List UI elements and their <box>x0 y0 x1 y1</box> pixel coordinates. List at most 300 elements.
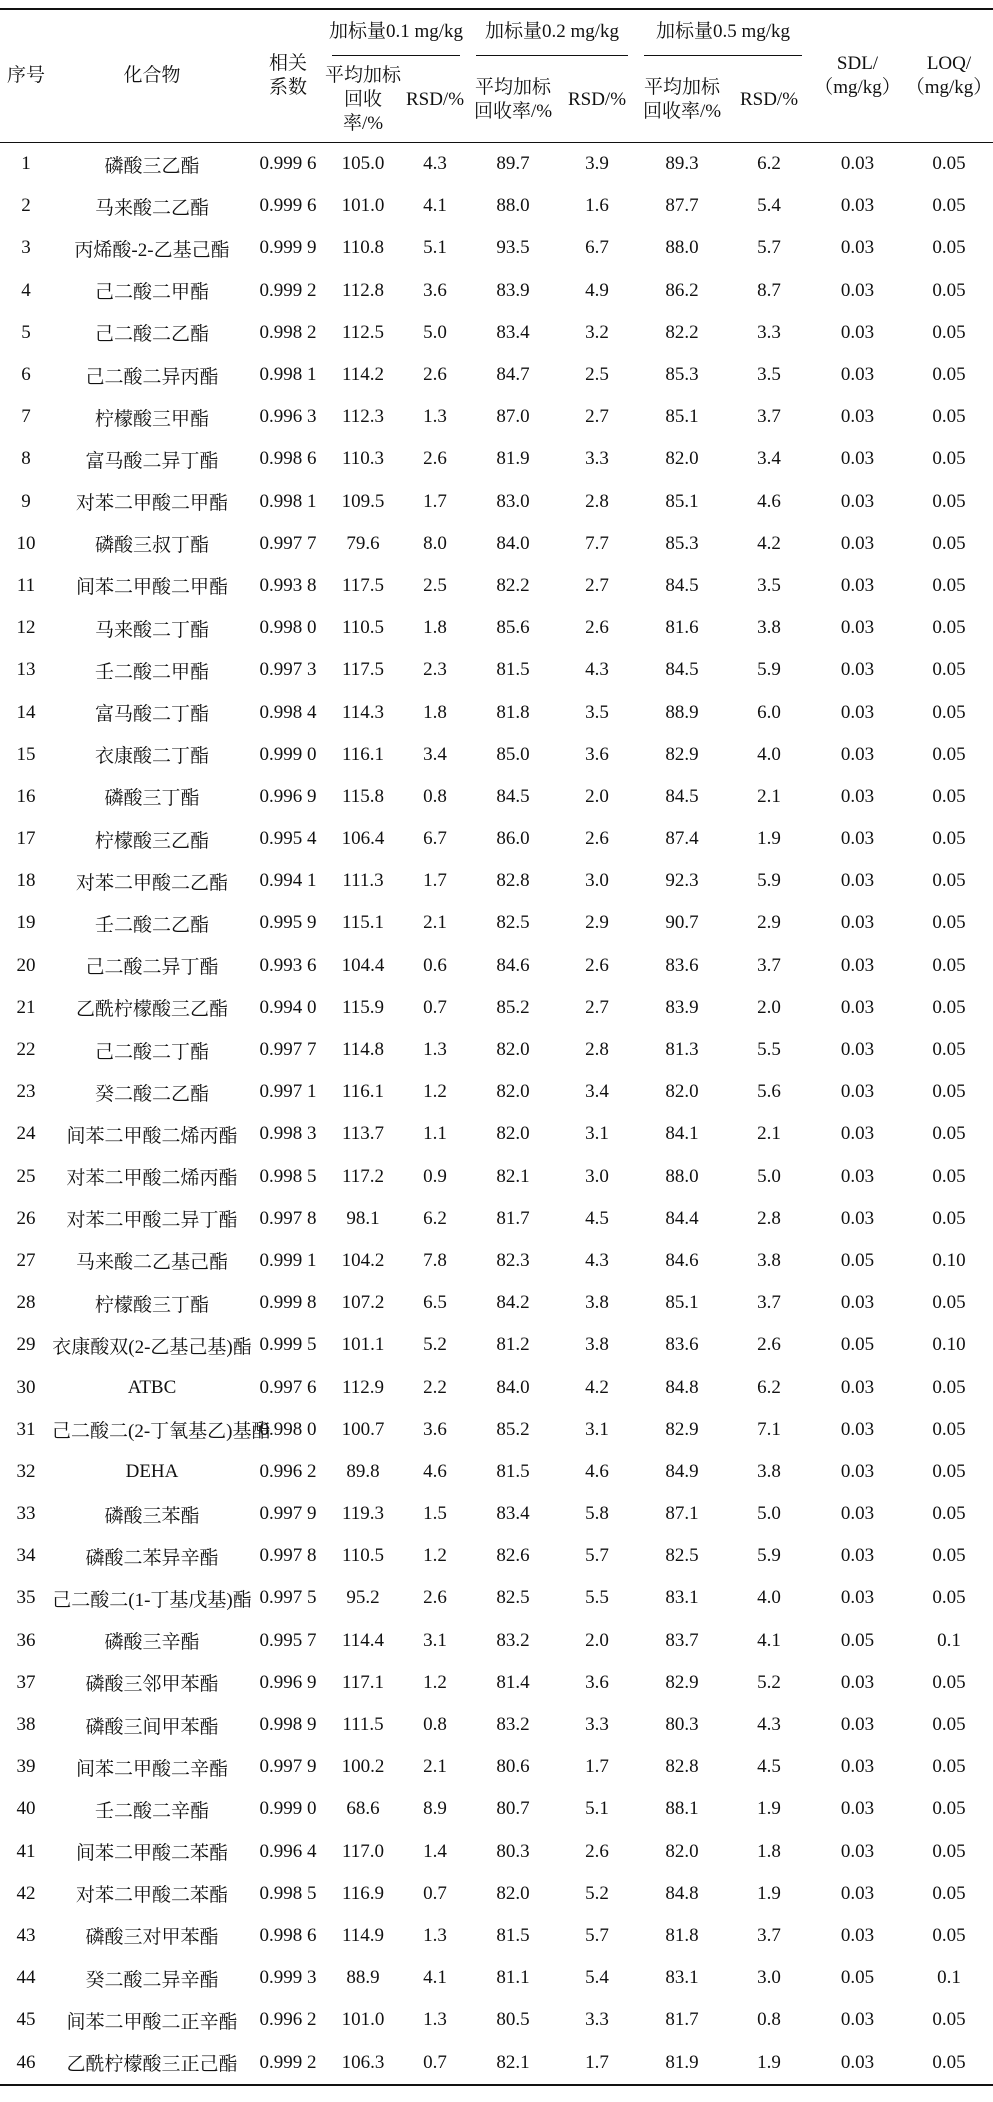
cell-sdl: 0.03 <box>840 1924 875 1946</box>
header-rsd-0-2: RSD/% <box>558 58 636 143</box>
cell-rsd-0-2: 5.7 <box>585 1545 609 1567</box>
cell-rsd-0-1: 5.0 <box>423 321 447 343</box>
cell-compound: 对苯二甲酸二烯丙酯 <box>66 1168 238 1190</box>
cell-rsd-0-2: 3.4 <box>585 1081 609 1103</box>
cell-recovery-0-1: 117.2 <box>341 1165 385 1187</box>
cell-index: 7 <box>21 406 31 428</box>
cell-index: 25 <box>16 1165 36 1187</box>
cell-compound: 磷酸三对甲苯酯 <box>85 1927 219 1949</box>
cell-index: 29 <box>16 1334 36 1356</box>
cell-recovery-0-2: 81.4 <box>496 1671 530 1693</box>
cell-recovery-0-2: 81.2 <box>496 1334 530 1356</box>
cell-recovery-0-5: 84.5 <box>665 785 699 807</box>
cell-sdl: 0.03 <box>840 1292 875 1314</box>
cell-loq: 0.05 <box>932 321 966 343</box>
table-row <box>0 1577 993 1619</box>
cell-rsd-0-1: 0.9 <box>423 1165 447 1187</box>
cell-rsd-0-1: 8.9 <box>423 1798 447 1820</box>
cell-rsd-0-1: 5.2 <box>423 1334 447 1356</box>
header-correlation <box>252 9 324 143</box>
cell-rsd-0-5: 2.1 <box>757 1123 781 1145</box>
cell-recovery-0-1: 89.8 <box>346 1460 380 1482</box>
table-row <box>0 1535 993 1577</box>
cell-recovery-0-5: 81.8 <box>665 1924 699 1946</box>
cell-rsd-0-1: 8.0 <box>423 532 447 554</box>
cell-correlation: 0.999 6 <box>259 195 317 217</box>
cell-sdl: 0.03 <box>840 1207 875 1229</box>
table-row <box>0 1746 993 1788</box>
cell-recovery-0-5: 83.6 <box>665 954 699 976</box>
cell-loq: 0.05 <box>932 1587 966 1609</box>
cell-recovery-0-1: 101.0 <box>341 2009 385 2031</box>
cell-rsd-0-5: 2.0 <box>757 996 781 1018</box>
cell-rsd-0-2: 2.5 <box>585 364 609 386</box>
header-group-0-1-label: 加标量0.1 mg/kg <box>328 21 464 42</box>
table-row <box>0 607 993 649</box>
cell-rsd-0-2: 5.2 <box>585 1882 609 1904</box>
cell-rsd-0-1: 2.6 <box>423 1587 447 1609</box>
table-body <box>0 143 993 2085</box>
cell-recovery-0-1: 114.9 <box>341 1924 385 1946</box>
cell-recovery-0-5: 89.3 <box>665 153 699 175</box>
cell-recovery-0-2: 84.7 <box>496 364 530 386</box>
table-row <box>0 1957 993 1999</box>
cell-rsd-0-2: 5.7 <box>585 1924 609 1946</box>
cell-recovery-0-1: 115.8 <box>341 785 385 807</box>
cell-loq: 0.05 <box>932 1840 966 1862</box>
cell-recovery-0-5: 82.0 <box>665 448 699 470</box>
cell-correlation: 0.997 8 <box>259 1207 317 1229</box>
cell-rsd-0-5: 6.0 <box>757 701 781 723</box>
cell-index: 16 <box>16 785 36 807</box>
cell-recovery-0-1: 107.2 <box>341 1292 385 1314</box>
cell-correlation: 0.994 1 <box>259 870 317 892</box>
cell-index: 44 <box>16 1967 36 1989</box>
cell-compound: 己二酸二异丁酯 <box>85 957 219 979</box>
cell-recovery-0-5: 88.0 <box>665 237 699 259</box>
cell-recovery-0-2: 82.0 <box>496 1882 530 1904</box>
cell-rsd-0-1: 3.4 <box>423 743 447 765</box>
cell-rsd-0-2: 2.6 <box>585 828 609 850</box>
cell-compound: 间苯二甲酸二正辛酯 <box>66 2011 238 2033</box>
cell-recovery-0-2: 83.4 <box>496 321 530 343</box>
cell-rsd-0-5: 5.7 <box>757 237 781 259</box>
cell-recovery-0-2: 83.2 <box>496 1629 530 1651</box>
table-row <box>0 1156 993 1198</box>
cell-index: 4 <box>21 279 31 301</box>
table-row <box>0 1788 993 1830</box>
cell-sdl: 0.03 <box>840 785 875 807</box>
cell-rsd-0-1: 2.3 <box>423 659 447 681</box>
cell-compound: 乙酰柠檬酸三正己酯 <box>52 2041 252 2084</box>
cell-rsd-0-2: 5.4 <box>585 1967 609 1989</box>
cell-recovery-0-2: 82.1 <box>496 1165 530 1187</box>
table-row <box>0 1240 993 1282</box>
cell-sdl: 0.03 <box>840 1545 875 1567</box>
header-correlation-line1: 相关 <box>268 53 307 74</box>
cell-recovery-0-2: 89.7 <box>496 153 530 175</box>
cell-compound: 磷酸三苯酯 <box>104 1505 200 1527</box>
table-row <box>0 565 993 607</box>
header-recovery-0-1 <box>324 58 402 143</box>
cell-recovery-0-2: 82.0 <box>496 1123 530 1145</box>
cell-rsd-0-1: 1.2 <box>423 1545 447 1567</box>
cell-sdl: 0.03 <box>840 1165 875 1187</box>
cell-sdl: 0.03 <box>840 406 875 428</box>
cell-recovery-0-5: 88.9 <box>665 701 699 723</box>
cell-rsd-0-1: 0.7 <box>423 996 447 1018</box>
cell-index: 3 <box>21 237 31 259</box>
cell-compound: 己二酸二乙酯 <box>94 324 209 346</box>
cell-sdl: 0.03 <box>840 574 875 596</box>
cell-correlation: 0.998 5 <box>259 1882 317 1904</box>
cell-correlation: 0.997 1 <box>259 1081 317 1103</box>
table-row <box>0 1324 993 1366</box>
header-group-0-5 <box>636 9 810 58</box>
cell-loq: 0.05 <box>932 1503 966 1525</box>
cell-rsd-0-5: 7.1 <box>757 1418 781 1440</box>
cell-sdl: 0.03 <box>840 701 875 723</box>
cell-rsd-0-5: 4.1 <box>757 1629 781 1651</box>
header-loq <box>905 9 993 143</box>
cell-recovery-0-2: 83.2 <box>496 1714 530 1736</box>
cell-recovery-0-5: 85.3 <box>665 532 699 554</box>
header-recovery-0-5 <box>636 58 728 143</box>
cell-recovery-0-1: 117.1 <box>341 1671 385 1693</box>
header-recovery-line2: 回收率/% <box>642 101 722 122</box>
cell-loq: 0.05 <box>932 912 966 934</box>
cell-rsd-0-5: 4.5 <box>757 1756 781 1778</box>
cell-recovery-0-2: 81.1 <box>496 1967 530 1989</box>
cell-correlation: 0.996 3 <box>259 406 317 428</box>
cell-recovery-0-5: 82.2 <box>665 321 699 343</box>
cell-rsd-0-5: 3.7 <box>757 1924 781 1946</box>
cell-rsd-0-1: 1.8 <box>423 617 447 639</box>
cell-recovery-0-5: 90.7 <box>665 912 699 934</box>
cell-index: 8 <box>21 448 31 470</box>
cell-correlation: 0.993 6 <box>259 954 317 976</box>
cell-rsd-0-2: 3.6 <box>585 1671 609 1693</box>
cell-index: 39 <box>16 1756 36 1778</box>
cell-rsd-0-1: 1.7 <box>423 870 447 892</box>
cell-rsd-0-1: 4.3 <box>423 153 447 175</box>
cell-recovery-0-5: 84.6 <box>665 1249 699 1271</box>
cell-recovery-0-5: 84.4 <box>665 1207 699 1229</box>
cell-index: 10 <box>16 532 36 554</box>
cell-rsd-0-2: 4.2 <box>585 1376 609 1398</box>
cell-recovery-0-5: 80.3 <box>665 1714 699 1736</box>
cell-recovery-0-2: 88.0 <box>496 195 530 217</box>
table-row <box>0 1704 993 1746</box>
cell-rsd-0-1: 2.1 <box>423 912 447 934</box>
cell-rsd-0-5: 5.4 <box>757 195 781 217</box>
cell-recovery-0-5: 85.1 <box>665 1292 699 1314</box>
cell-index: 6 <box>21 364 31 386</box>
cell-correlation: 0.996 9 <box>259 1671 317 1693</box>
cell-rsd-0-1: 3.1 <box>423 1629 447 1651</box>
cell-sdl: 0.03 <box>840 1587 875 1609</box>
cell-rsd-0-5: 4.0 <box>757 743 781 765</box>
cell-index: 18 <box>16 870 36 892</box>
cell-rsd-0-1: 1.8 <box>423 701 447 723</box>
cell-recovery-0-1: 116.1 <box>341 743 385 765</box>
cell-rsd-0-2: 2.6 <box>585 1840 609 1862</box>
cell-sdl: 0.03 <box>840 870 875 892</box>
cell-recovery-0-5: 85.1 <box>665 490 699 512</box>
cell-compound: 癸二酸二乙酯 <box>94 1083 209 1105</box>
cell-index: 34 <box>16 1545 36 1567</box>
cell-sdl: 0.03 <box>840 617 875 639</box>
cell-recovery-0-5: 83.6 <box>665 1334 699 1356</box>
cell-recovery-0-1: 117.5 <box>341 659 385 681</box>
cell-sdl: 0.03 <box>840 1418 875 1440</box>
cell-recovery-0-5: 82.8 <box>665 1756 699 1778</box>
table-row <box>0 270 993 312</box>
cell-recovery-0-1: 104.2 <box>341 1249 385 1271</box>
cell-recovery-0-1: 114.8 <box>341 1039 385 1061</box>
cell-rsd-0-1: 2.6 <box>423 448 447 470</box>
cell-index: 43 <box>16 1924 36 1946</box>
cell-correlation: 0.997 7 <box>259 1039 317 1061</box>
table-header <box>0 9 993 143</box>
cell-compound: 磷酸三邻甲苯酯 <box>85 1674 219 1696</box>
cell-loq: 0.05 <box>932 1545 966 1567</box>
cell-index: 35 <box>16 1587 36 1609</box>
cell-rsd-0-2: 2.9 <box>585 912 609 934</box>
cell-recovery-0-2: 87.0 <box>496 406 530 428</box>
cell-sdl: 0.05 <box>840 1249 875 1271</box>
cell-rsd-0-2: 3.3 <box>585 448 609 470</box>
cell-rsd-0-2: 3.0 <box>585 1165 609 1187</box>
cell-rsd-0-5: 4.3 <box>757 1714 781 1736</box>
cell-sdl: 0.03 <box>840 1714 875 1736</box>
cell-rsd-0-2: 3.6 <box>585 743 609 765</box>
cell-compound: 磷酸三乙酯 <box>104 155 200 177</box>
cell-loq: 0.1 <box>937 1967 961 1989</box>
cell-recovery-0-1: 106.4 <box>341 828 385 850</box>
cell-compound: 壬二酸二辛酯 <box>94 1800 209 1822</box>
table-row <box>0 396 993 438</box>
cell-correlation: 0.999 5 <box>259 1334 317 1356</box>
table-row <box>0 1282 993 1324</box>
cell-recovery-0-1: 112.5 <box>341 321 385 343</box>
cell-rsd-0-1: 1.2 <box>423 1081 447 1103</box>
cell-correlation: 0.997 9 <box>259 1756 317 1778</box>
cell-compound: 间苯二甲酸二烯丙酯 <box>66 1125 238 1147</box>
cell-recovery-0-2: 82.6 <box>496 1545 530 1567</box>
cell-rsd-0-2: 4.9 <box>585 279 609 301</box>
header-recovery-line2: 回收率/% <box>342 89 384 134</box>
cell-correlation: 0.999 2 <box>252 2041 324 2084</box>
table-row <box>0 1071 993 1113</box>
cell-rsd-0-5: 1.9 <box>757 1798 781 1820</box>
cell-rsd-0-1: 0.8 <box>423 785 447 807</box>
cell-recovery-0-1: 111.5 <box>342 1714 384 1736</box>
cell-recovery-0-5: 87.7 <box>665 195 699 217</box>
cell-compound: DEHA <box>125 1460 179 1482</box>
table-row <box>0 649 993 691</box>
header-correlation-line2: 系数 <box>268 77 307 98</box>
header-group-0-5-label: 加标量0.5 mg/kg <box>655 21 791 42</box>
table-row <box>0 1113 993 1155</box>
table-row <box>0 143 993 186</box>
cell-recovery-0-5: 82.9 <box>665 1418 699 1440</box>
cell-sdl: 0.03 <box>840 1123 875 1145</box>
cell-recovery-0-1: 114.4 <box>341 1629 385 1651</box>
table-row <box>0 523 993 565</box>
table-row <box>0 860 993 902</box>
cell-index: 22 <box>16 1039 36 1061</box>
cell-rsd-0-5: 0.8 <box>757 2009 781 2031</box>
cell-recovery-0-5: 85.3 <box>665 364 699 386</box>
cell-recovery-0-1: 100.2 <box>341 1756 385 1778</box>
cell-correlation: 0.997 6 <box>259 1376 317 1398</box>
cell-rsd-0-1: 2.1 <box>423 1756 447 1778</box>
cell-recovery-0-5: 81.7 <box>665 2009 699 2031</box>
cell-compound: 间苯二甲酸二辛酯 <box>75 1758 228 1780</box>
cell-loq: 0.05 <box>932 659 966 681</box>
cell-loq: 0.05 <box>932 1671 966 1693</box>
cell-correlation: 0.999 2 <box>259 279 317 301</box>
cell-index: 26 <box>16 1207 36 1229</box>
cell-rsd-0-1: 3.6 <box>423 279 447 301</box>
cell-recovery-0-1: 105.0 <box>341 153 385 175</box>
cell-index: 1 <box>21 153 31 175</box>
cell-recovery-0-1: 79.6 <box>346 532 380 554</box>
cell-recovery-0-5: 86.2 <box>665 279 699 301</box>
cell-index: 40 <box>16 1798 36 1820</box>
cell-loq: 0.05 <box>932 279 966 301</box>
cell-correlation: 0.997 3 <box>259 659 317 681</box>
cell-loq: 0.05 <box>932 1081 966 1103</box>
header-loq-line1: LOQ/ <box>926 53 972 74</box>
cell-rsd-0-2: 3.3 <box>585 2009 609 2031</box>
table-row <box>0 1198 993 1240</box>
cell-sdl: 0.03 <box>840 1882 875 1904</box>
cell-correlation: 0.998 6 <box>259 1924 317 1946</box>
cell-rsd-0-2: 2.6 <box>585 617 609 639</box>
cell-compound: 癸二酸二异辛酯 <box>85 1969 219 1991</box>
cell-compound: 乙酰柠檬酸三乙酯 <box>75 999 228 1021</box>
cell-recovery-0-1: 110.8 <box>341 237 385 259</box>
table-row <box>0 734 993 776</box>
cell-rsd-0-1: 6.5 <box>423 1292 447 1314</box>
cell-compound: ATBC <box>127 1376 177 1398</box>
header-sdl-line2: （mg/kg） <box>814 77 901 98</box>
cell-recovery-0-2: 81.5 <box>496 1924 530 1946</box>
cell-sdl: 0.03 <box>810 2041 905 2084</box>
table-row <box>0 1493 993 1535</box>
cell-recovery-0-2: 80.5 <box>496 2009 530 2031</box>
cell-sdl: 0.03 <box>840 954 875 976</box>
cell-correlation: 0.999 3 <box>259 1967 317 1989</box>
cell-sdl: 0.03 <box>840 321 875 343</box>
cell-rsd-0-2: 3.3 <box>585 1714 609 1736</box>
cell-loq: 0.05 <box>932 617 966 639</box>
table-row <box>0 776 993 818</box>
cell-rsd-0-5: 2.9 <box>757 912 781 934</box>
cell-loq: 0.05 <box>932 406 966 428</box>
cell-index: 41 <box>16 1840 36 1862</box>
cell-loq: 0.05 <box>932 743 966 765</box>
cell-index: 5 <box>21 321 31 343</box>
cell-correlation: 0.998 6 <box>259 448 317 470</box>
cell-rsd-0-1: 1.5 <box>423 1503 447 1525</box>
table-row <box>0 691 993 733</box>
cell-rsd-0-5: 3.5 <box>757 574 781 596</box>
cell-rsd-0-2: 5.5 <box>585 1587 609 1609</box>
cell-correlation: 0.999 0 <box>259 1798 317 1820</box>
table-row <box>0 227 993 269</box>
cell-rsd-0-1: 5.1 <box>423 237 447 259</box>
cell-recovery-0-1: 104.4 <box>341 954 385 976</box>
cell-sdl: 0.05 <box>840 1967 875 1989</box>
cell-rsd-0-5: 5.0 <box>757 1503 781 1525</box>
cell-recovery-0-1: 116.1 <box>341 1081 385 1103</box>
cell-correlation: 0.998 0 <box>259 617 317 639</box>
cell-correlation: 0.998 0 <box>259 1418 317 1440</box>
cell-loq: 0.05 <box>932 1798 966 1820</box>
cell-recovery-0-2: 83.9 <box>496 279 530 301</box>
cell-compound: 马来酸二乙酯 <box>94 197 209 219</box>
cell-loq: 0.05 <box>932 1756 966 1778</box>
cell-recovery-0-5: 83.7 <box>665 1629 699 1651</box>
cell-recovery-0-1: 110.5 <box>341 1545 385 1567</box>
cell-rsd-0-2: 7.7 <box>585 532 609 554</box>
header-compound: 化合物 <box>52 9 252 143</box>
cell-loq: 0.10 <box>932 1249 966 1271</box>
cell-recovery-0-1: 101.1 <box>341 1334 385 1356</box>
cell-rsd-0-2: 2.8 <box>585 490 609 512</box>
cell-loq: 0.05 <box>932 1292 966 1314</box>
cell-compound: 壬二酸二乙酯 <box>94 914 209 936</box>
cell-sdl: 0.03 <box>840 1081 875 1103</box>
cell-rsd-0-1: 1.7 <box>423 490 447 512</box>
cell-index: 38 <box>16 1714 36 1736</box>
cell-recovery-0-2: 83.0 <box>496 490 530 512</box>
cell-recovery-0-1: 115.9 <box>341 996 385 1018</box>
cell-correlation: 0.998 1 <box>259 364 317 386</box>
cell-compound: 磷酸三丁酯 <box>104 788 200 810</box>
cell-recovery-0-2: 82.2 <box>496 574 530 596</box>
cell-recovery-0-1: 100.7 <box>341 1418 385 1440</box>
cell-recovery-0-1: 114.3 <box>341 701 385 723</box>
cell-recovery-0-1: 110.5 <box>341 617 385 639</box>
cell-rsd-0-1: 0.7 <box>402 2041 468 2084</box>
header-recovery-0-2 <box>468 58 558 143</box>
cell-compound: 磷酸二苯异辛酯 <box>85 1547 219 1569</box>
cell-rsd-0-5: 4.6 <box>757 490 781 512</box>
cell-rsd-0-5: 3.7 <box>757 406 781 428</box>
cell-index: 12 <box>16 617 36 639</box>
cell-correlation: 0.999 1 <box>259 1249 317 1271</box>
cell-recovery-0-5: 88.1 <box>665 1798 699 1820</box>
cell-sdl: 0.03 <box>840 912 875 934</box>
header-recovery-line2: 回收率/% <box>473 101 553 122</box>
cell-compound: 己二酸二甲酯 <box>94 282 209 304</box>
cell-recovery-0-1: 115.1 <box>341 912 385 934</box>
header-sdl-line1: SDL/ <box>836 53 879 74</box>
cell-compound: 柠檬酸三甲酯 <box>94 408 209 430</box>
cell-sdl: 0.05 <box>840 1334 875 1356</box>
cell-recovery-0-5: 82.0 <box>665 1840 699 1862</box>
cell-compound: 对苯二甲酸二乙酯 <box>75 872 228 894</box>
cell-correlation: 0.998 3 <box>259 1123 317 1145</box>
cell-rsd-0-5: 5.9 <box>757 1545 781 1567</box>
cell-loq: 0.05 <box>932 1123 966 1145</box>
cell-recovery-0-2: 82.1 <box>468 2041 558 2084</box>
cell-recovery-0-5: 84.5 <box>665 574 699 596</box>
